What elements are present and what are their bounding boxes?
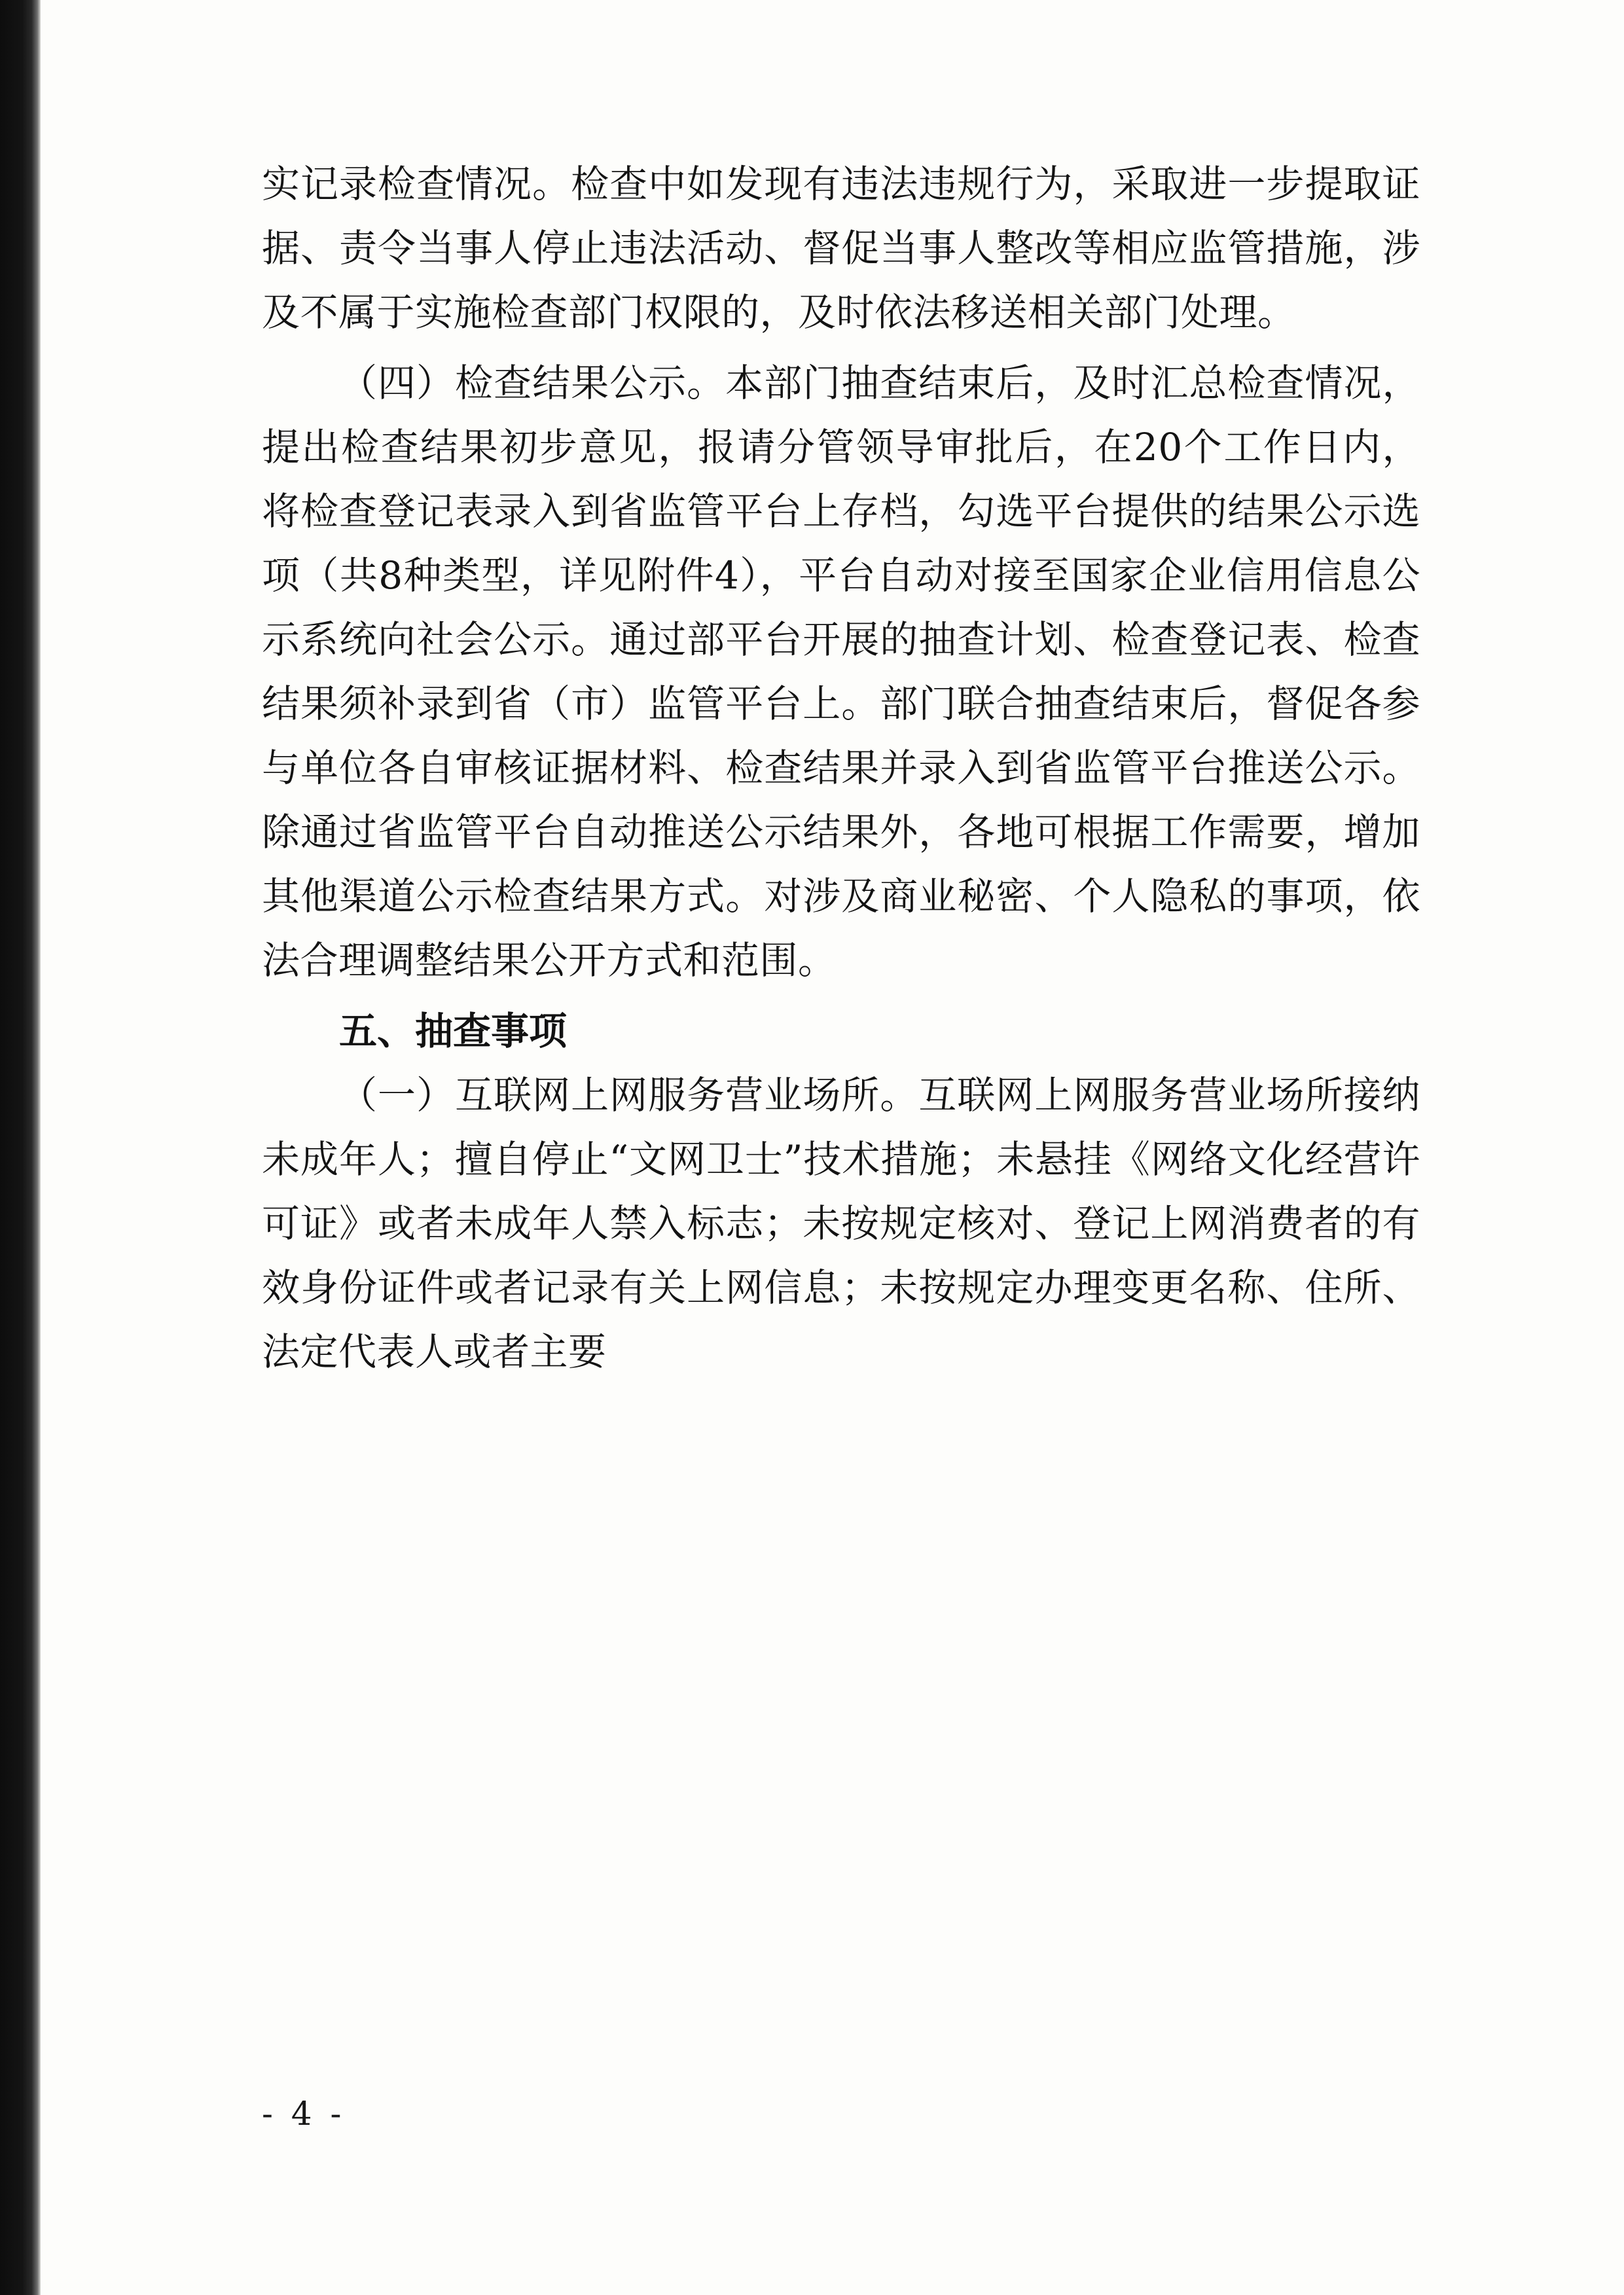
paragraph-inspection-result-publicity: （四）检查结果公示。本部门抽查结束后，及时汇总检查情况，提出检查结果初步意见，报请分管领导审批后，在20个工作日内，将检查登记表录入到省监管平台上存档，勾选平台提供的结果公示选项（共8种类型，详见附件4），平台自动对接至国家企业信用信息公示系统向社会公示。通过部平台开展的抽查计划、检查登记表、检查结果须补录到省（市）监管平台上。部门联合抽查结束后，督促各参与单位各自审核证据材料、检查结果并录入到省监管平台推送公示。除通过省监管平台自动推送公示结果外，各地可根据工作需要，增加其他渠道公示检查结果方式。对涉及商业秘密、个人隐私的事项，依法合理调整结果公开方式和范围。 (262, 361, 1420, 983)
page-body (262, 152, 1420, 1384)
heading-spacer (262, 992, 1420, 999)
paragraph-spacer (262, 344, 1420, 351)
paragraph-continuation: 实记录检查情况。检查中如发现有违法违规行为，采取进一步提取证据、责令当事人停止违法活动、督促当事人整改等相应监管措施，涉及不属于实施检查部门权限的，及时依法移送相关部门处理。 (262, 162, 1420, 334)
section-heading-spot-check-items: 五、抽查事项 (339, 1009, 568, 1053)
page-binding-edge (0, 0, 41, 2295)
page-number: - 4 - (262, 2095, 346, 2133)
paragraph-internet-service-venues: （一）互联网上网服务营业场所。互联网上网服务营业场所接纳未成年人；擅自停止“文网卫士”技术措施；未悬挂《网络文化经营许可证》或者未成年人禁入标志；未按规定核对、登记上网消费者的有效身份证件或者记录有关上网信息；未按规定办理变更名称、住所、法定代表人或者主要 (262, 1073, 1420, 1374)
